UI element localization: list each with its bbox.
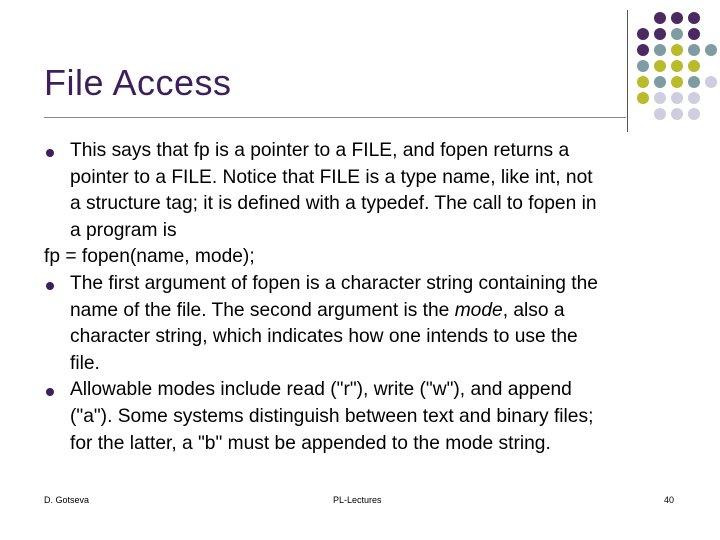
decorative-dot: [654, 28, 666, 40]
code-line-item: [44, 244, 694, 271]
decorative-dot: [654, 108, 666, 120]
decorative-dot: [654, 92, 666, 104]
decorative-dot: [654, 12, 666, 24]
decorative-dot: [671, 76, 683, 88]
decorative-dot: [688, 12, 700, 24]
bullet-line: The first argument of fopen is a character string containing the: [70, 272, 598, 294]
bullet-line: a structure tag; it is defined with a typedef. The call to fopen in: [70, 193, 597, 215]
bullet-line: Allowable modes include read ("r"), write ("w"), and append: [70, 379, 572, 401]
decorative-dot: [671, 12, 683, 24]
decorative-dot: [637, 92, 649, 104]
bullet-line: file.: [70, 352, 100, 374]
decorative-dot: [671, 60, 683, 72]
decorative-dot: [637, 44, 649, 56]
decorative-dot: [637, 60, 649, 72]
decorative-dot: [688, 60, 700, 72]
decorative-dot: [654, 60, 666, 72]
decorative-dot: [637, 76, 649, 88]
bullet-text: name of the file. The second argument is the: [70, 299, 455, 321]
decorative-dot: [637, 28, 649, 40]
bullet-item: [44, 377, 694, 457]
decorative-dot: [671, 44, 683, 56]
decorative-dot: [688, 44, 700, 56]
slide-title: File Access: [44, 62, 232, 103]
bullet-line: ("a"). Some systems distinguish between text and binary files;: [70, 405, 594, 427]
bullet-line: This says that fp is a pointer to a FILE, and fopen returns a: [70, 140, 570, 161]
bullet-line: a program is: [70, 219, 177, 241]
slide-body: [44, 138, 694, 457]
bullet-line: for the latter, a "b" must be appended to the mode string.: [70, 432, 551, 454]
bullet-icon: [46, 149, 54, 157]
bullet-icon: [46, 388, 54, 396]
bullet-icon: [46, 282, 54, 290]
vertical-divider: [627, 10, 628, 132]
decorative-dot: [654, 44, 666, 56]
decorative-dot: [671, 108, 683, 120]
code-line: fp = fopen(name, mode);: [44, 246, 255, 268]
emphasis-mode: mode: [454, 299, 503, 321]
footer-author: D. Gotseva: [44, 495, 90, 505]
bullet-line: pointer to a FILE. Notice that FILE is a type name, like int, not: [70, 166, 593, 188]
decorative-dot: [688, 108, 700, 120]
footer-course: PL-Lectures: [333, 495, 382, 505]
bullet-line: character string, which indicates how one intends to use the: [70, 326, 578, 348]
decorative-dot: [688, 28, 700, 40]
footer-page-number: 40: [664, 495, 675, 505]
decorative-dot: [688, 92, 700, 104]
bullet-text: , also a: [502, 299, 565, 321]
decorative-dot: [671, 92, 683, 104]
bullet-line-mixed: [70, 298, 694, 325]
title-underline: [44, 117, 626, 118]
decorative-dot: [688, 76, 700, 88]
decorative-dot: [705, 76, 717, 88]
bullet-item: [44, 271, 694, 377]
decorative-dot: [705, 44, 717, 56]
bullet-item: [44, 138, 694, 244]
decorative-dot: [671, 28, 683, 40]
decorative-dot: [654, 76, 666, 88]
